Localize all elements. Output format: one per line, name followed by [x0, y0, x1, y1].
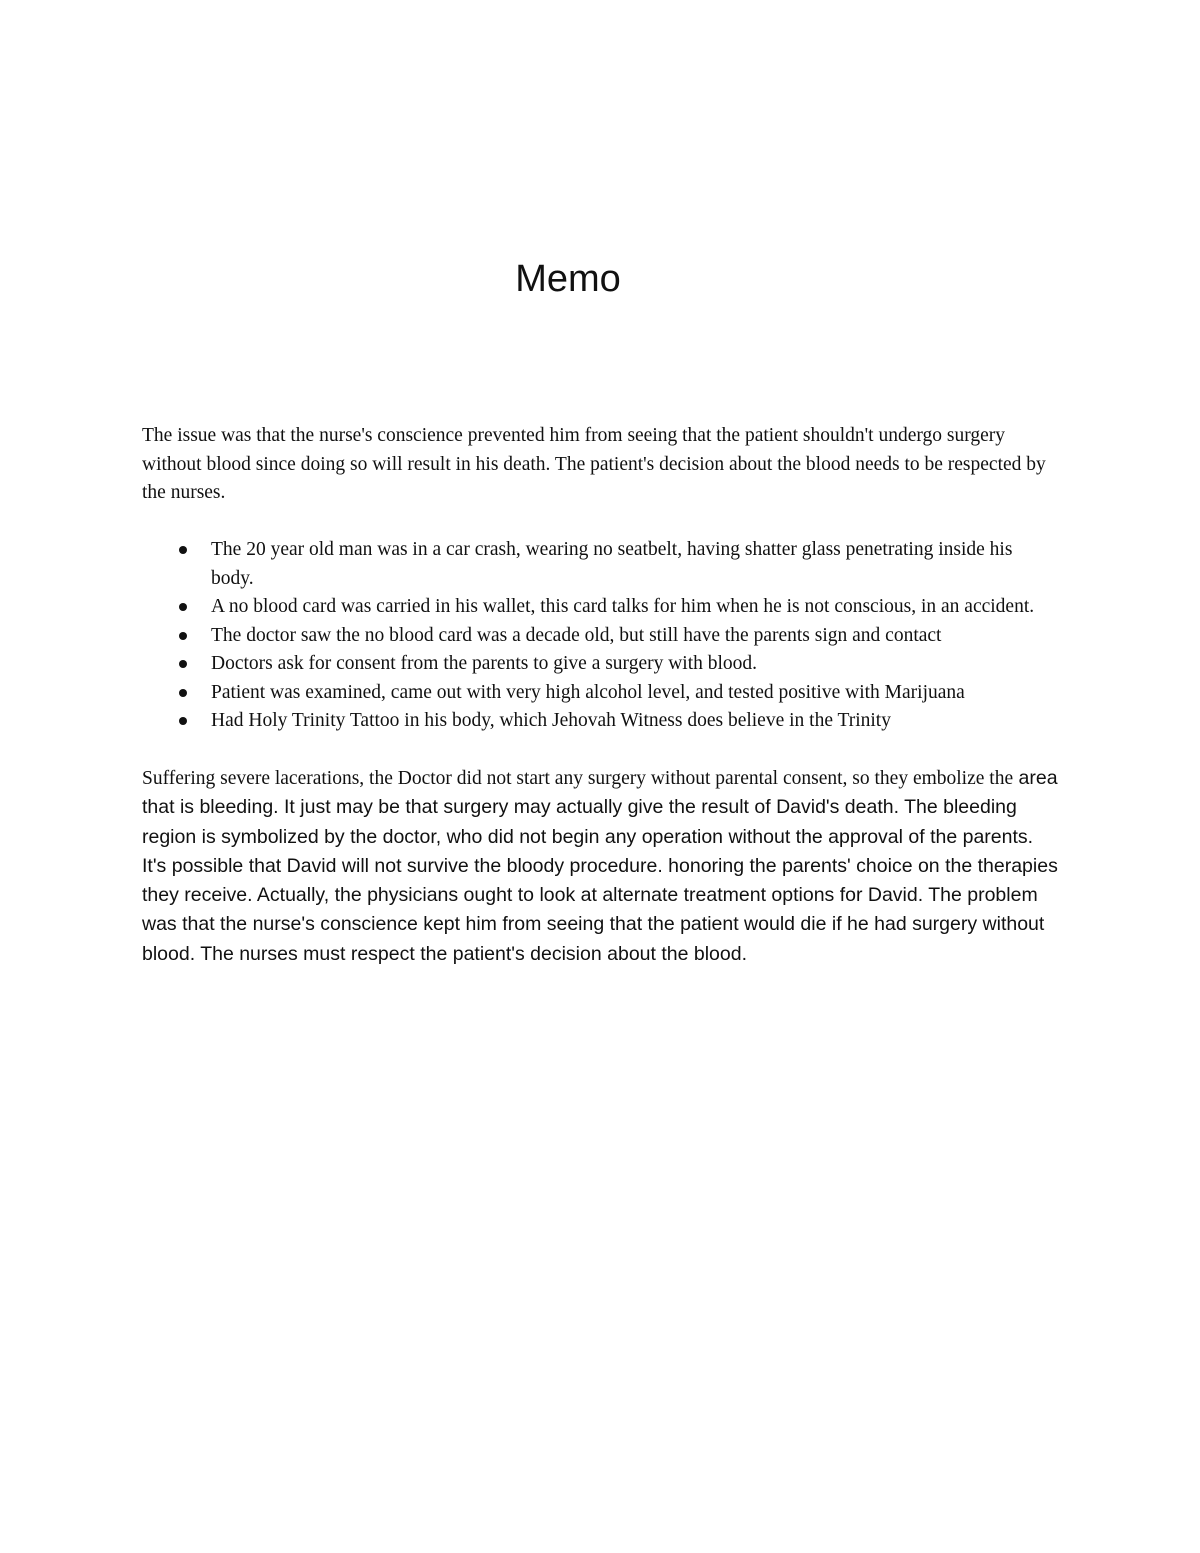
bullet-icon	[179, 717, 187, 725]
list-item-text: The doctor saw the no blood card was a decade old, but still have the parents sign and contact	[211, 624, 942, 646]
list-item-text: Doctors ask for consent from the parents to give a surgery with blood.	[211, 653, 758, 674]
list-item-text: The 20 year old man was in a car crash, wearing no seatbelt, having shatter glass penetrating inside his body.	[211, 539, 1013, 589]
bullet-icon	[179, 660, 187, 668]
conclusion-text-serif: Suffering severe lacerations, the Doctor did not start any surgery without parental consent, so they embolize the	[142, 768, 1014, 789]
conclusion-paragraph	[142, 764, 1062, 969]
list-item	[142, 679, 1052, 708]
bullet-icon	[179, 632, 187, 640]
list-item-text: A no blood card was carried in his wallet, this card talks for him when he is not conscious, in an accident.	[211, 596, 1035, 617]
list-item-text: Had Holy Trinity Tattoo in his body, which Jehovah Witness does believe in the Trinity	[211, 710, 891, 731]
bullet-icon	[179, 603, 187, 611]
intro-paragraph: The issue was that the nurse's conscience prevented him from seeing that the patient shouldn't undergo surgery without blood since doing so will result in his death. The patient's decision about the blood needs to be respected by the nurses.	[142, 425, 1046, 503]
bullet-icon	[179, 546, 187, 554]
list-item-text: Patient was examined, came out with very high alcohol level, and tested positive with Marijuana	[211, 681, 965, 703]
bullet-icon	[179, 689, 187, 697]
list-item	[142, 593, 1052, 622]
bullet-list	[142, 536, 1052, 736]
conclusion-text-sans: area that is bleeding. It just may be that surgery may actually give the result of David's death. The bleeding region is symbolized by the doctor, who did not begin any operation without the approval of the parents. It's possible that David will not survive the bloody procedure. honoring the parents' choice on the therapies they receive. Actually, the physicians ought to look at alternate treatment options for David. The problem was that the nurse's conscience kept him from seeing that the patient would die if he had surgery without blood. The nurses must respect the patient's decision about the blood.	[142, 767, 1058, 965]
list-item	[142, 650, 1052, 679]
page-title: Memo	[515, 258, 621, 300]
list-item	[142, 622, 1052, 651]
list-item	[142, 707, 1052, 736]
list-item	[142, 536, 1052, 593]
